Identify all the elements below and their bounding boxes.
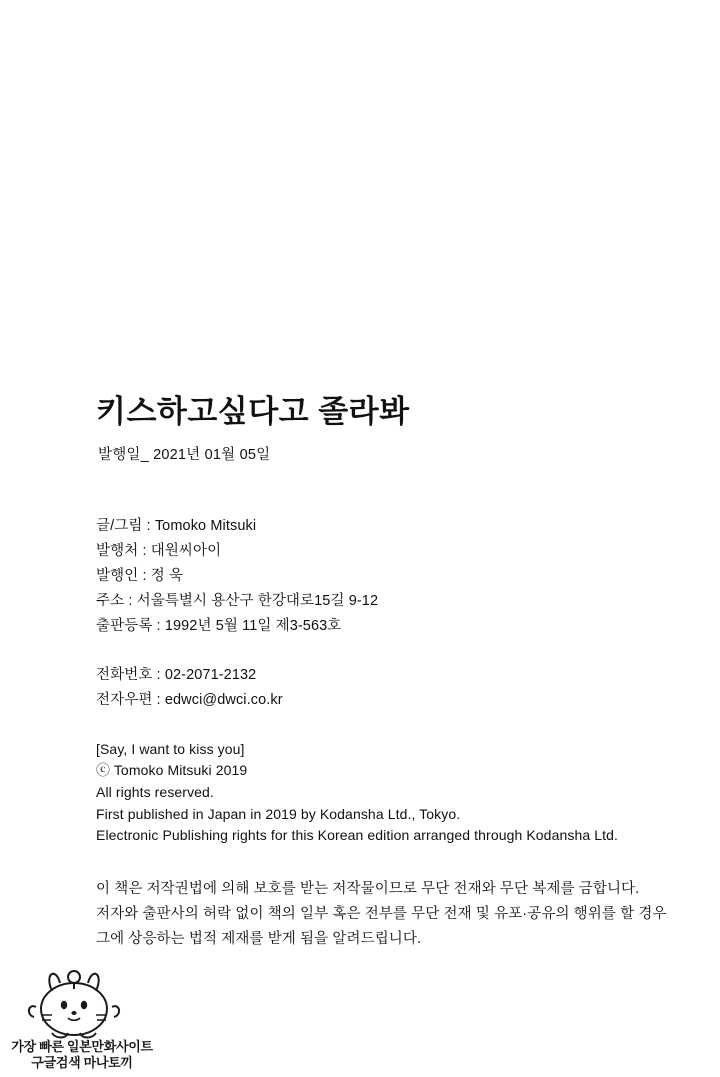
credit-line: 주소 : 서울특별시 용산구 한강대로15길 9-12 — [96, 592, 379, 609]
credit-line: 발행인 : 정 욱 — [96, 567, 184, 584]
watermark-line-2: 구글검색 마나토끼 — [31, 1054, 133, 1070]
copyright-notice-block — [96, 877, 696, 952]
rabbit-mascot-icon — [22, 963, 126, 1041]
credit-line: 글/그림 : Tomoko Mitsuki — [96, 518, 257, 535]
credit-line: 출판등록 : 1992년 5월 11일 제3-563호 — [96, 617, 342, 634]
legal-line: ⓒ Tomoko Mitsuki 2019 — [96, 762, 248, 779]
credit-line: 발행처 : 대원씨아이 — [96, 543, 222, 560]
legal-line: Electronic Publishing rights for this Korean edition arranged through Kodansha Ltd. — [96, 827, 618, 844]
watermark-line-1: 가장 빠른 일본만화사이트 — [11, 1038, 153, 1054]
legal-line: All rights reserved. — [96, 784, 214, 801]
email-line: 전자우편 : edwci@dwci.co.kr — [96, 691, 283, 708]
notice-line: 저자와 출판사의 허락 없이 책의 일부 혹은 전부를 무단 전재 및 유포·공유의 행위를 할 경우 — [96, 906, 667, 923]
notice-line: 그에 상응하는 법적 제재를 받게 됨을 알려드립니다. — [96, 930, 422, 947]
credits-block — [96, 514, 696, 639]
contact-block — [96, 663, 696, 713]
watermark-text — [8, 1039, 156, 1072]
colophon-content — [96, 395, 696, 952]
notice-line: 이 책은 저작권법에 의해 보호를 받는 저작물이므로 무단 전재와 무단 복제를 금합니다. — [96, 881, 640, 898]
legal-line: [Say, I want to kiss you] — [96, 740, 245, 757]
watermark — [8, 963, 156, 1073]
legal-block — [96, 739, 696, 847]
page-title: 키스하고싶다고 졸라봐 — [96, 394, 410, 429]
phone-line: 전화번호 : 02-2071-2132 — [96, 666, 257, 683]
legal-line: First published in Japan in 2019 by Kodansha Ltd., Tokyo. — [96, 805, 461, 822]
publication-date: 발행일_ 2021년 01월 05일 — [98, 447, 271, 464]
